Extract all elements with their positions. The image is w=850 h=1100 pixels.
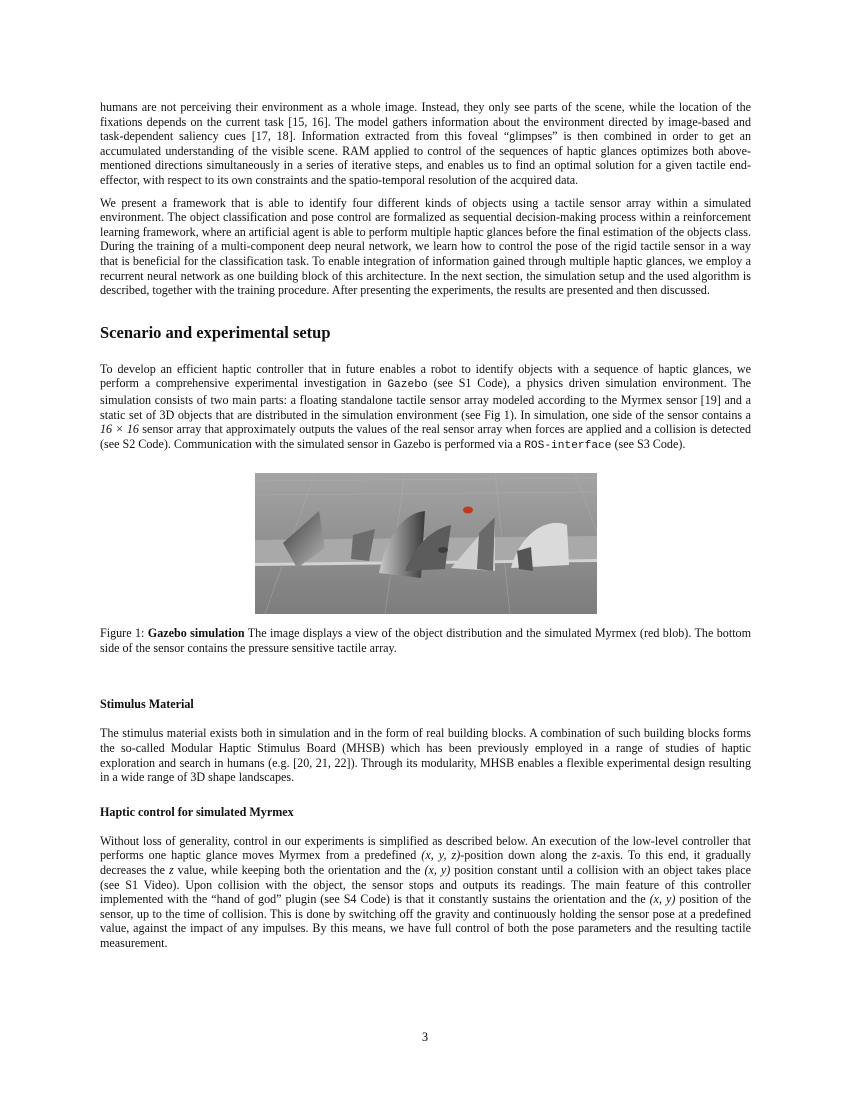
- page-number: 3: [421, 1030, 429, 1044]
- figure-caption: Figure 1: Gazebo simulation The image displays a view of the object distribution and the simulated Myrmex (red blob). The bottom side of the sensor contains the pressure sensitive tactile array.: [100, 626, 752, 655]
- haptic-section: [100, 805, 751, 951]
- page-content: [100, 100, 751, 951]
- stimulus-section: [100, 697, 751, 784]
- stimulus-paragraph: The stimulus material exists both in simulation and in the form of real building blocks. A combination of such building blocks forms the so-called Modular Haptic Stimulus Board (MHSB) which has been previously employed in a range of studies of haptic exploration and search in humans (e.g. [20, 21, 22]). Through its modularity, MHSB enables a flexible experimental design resulting in a wide range of 3D shape landscapes.: [100, 726, 751, 785]
- stimulus-heading: Stimulus Material: [100, 697, 194, 712]
- haptic-heading: Haptic control for simulated Myrmex: [100, 804, 294, 819]
- ros-interface-code: ROS-interface: [524, 439, 612, 452]
- intro-paragraph-2: We present a framework that is able to identify four different kinds of objects using a tactile sensor array within a simulated environment. The object classification and pose control are formalized as sequential decision-making process within a reinforcement learning framework, where an artificial agent is able to perform multiple haptic glances before the final estimation of the objects class. During the training of a multi-component deep neural network, we learn how to control the pose of the rigid tactile sensor in a way that is beneficial for the classification task. To enable integration of information gained through multiple haptic glances, we employ a recurrent neural network as one building block of this architecture. In the next section, the simulation setup and the used algorithm is described, together with the training procedure. After presenting the experiments, the results are presented and then discussed.: [100, 195, 751, 298]
- section-paragraph: To develop an efficient haptic controller that in future enables a robot to identify objects with a sequence of haptic glances, we perform a comprehensive experimental investigation in Gazebo (see S1 Code), a physics driven simulation environment. The simulation consists of two main parts: a floating standalone tactile sensor array modeled according to the Myrmex sensor [19] and a static set of 3D objects that are distributed in the simulation environment (see Fig 1). In simulation, one side of the sensor contains a 16 × 16 sensor array that approximately outputs the values of the real sensor array when forces are applied and a collision is detected (see S2 Code). Communication with the simulated sensor in Gazebo is performed via a ROS-interface (see S3 Code).: [100, 361, 751, 452]
- gazebo-simulation-image: [255, 473, 597, 614]
- gazebo-code: Gazebo: [387, 379, 428, 392]
- section-heading: Scenario and experimental setup: [100, 322, 331, 342]
- haptic-paragraph: Without loss of generality, control in our experiments is simplified as described below. An execution of the low-level controller that performs one haptic glance moves Myrmex from a predefined (x, y, z)-position down along the z-axis. To this end, it gradually decreases the z value, while keeping both the orientation and the (x, y) position constant until a collision with an object takes place (see S1 Video). Upon collision with the object, the sensor stops and outputs its readings. The main feature of this controller implemented with the “hand of god” plugin (see S4 Code) is that it constantly sustains the orientation and the (x, y) position of the sensor, up to the time of collision. This is done by switching off the gravity and continuously holding the sensor pose at a predefined value, against the impact of any impulses. By this means, we have full control of both the pose parameters and the resulting tactile measurement.: [100, 833, 751, 950]
- intro-paragraph-1: humans are not perceiving their environment as a whole image. Instead, they only see parts of the scene, while the location of the fixations depends on the current task [15, 16]. The model gathers information about the environment directed by image-based and task-dependent saliency cues [17, 18]. Information extracted from this foveal “glimpses” is then combined in order to get an accumulated understanding of the visible scene. RAM applied to control of the sequences of haptic glances optimizes both above-mentioned directions simultaneously in a series of iterative steps, and enables us to find an optimal solution for a given tactile end-effector, with respect to its own constraints and the spatio-temporal resolution of the acquired data.: [100, 100, 751, 187]
- sensor-size-math: 16 × 16: [100, 422, 139, 437]
- figure-1: [100, 473, 751, 614]
